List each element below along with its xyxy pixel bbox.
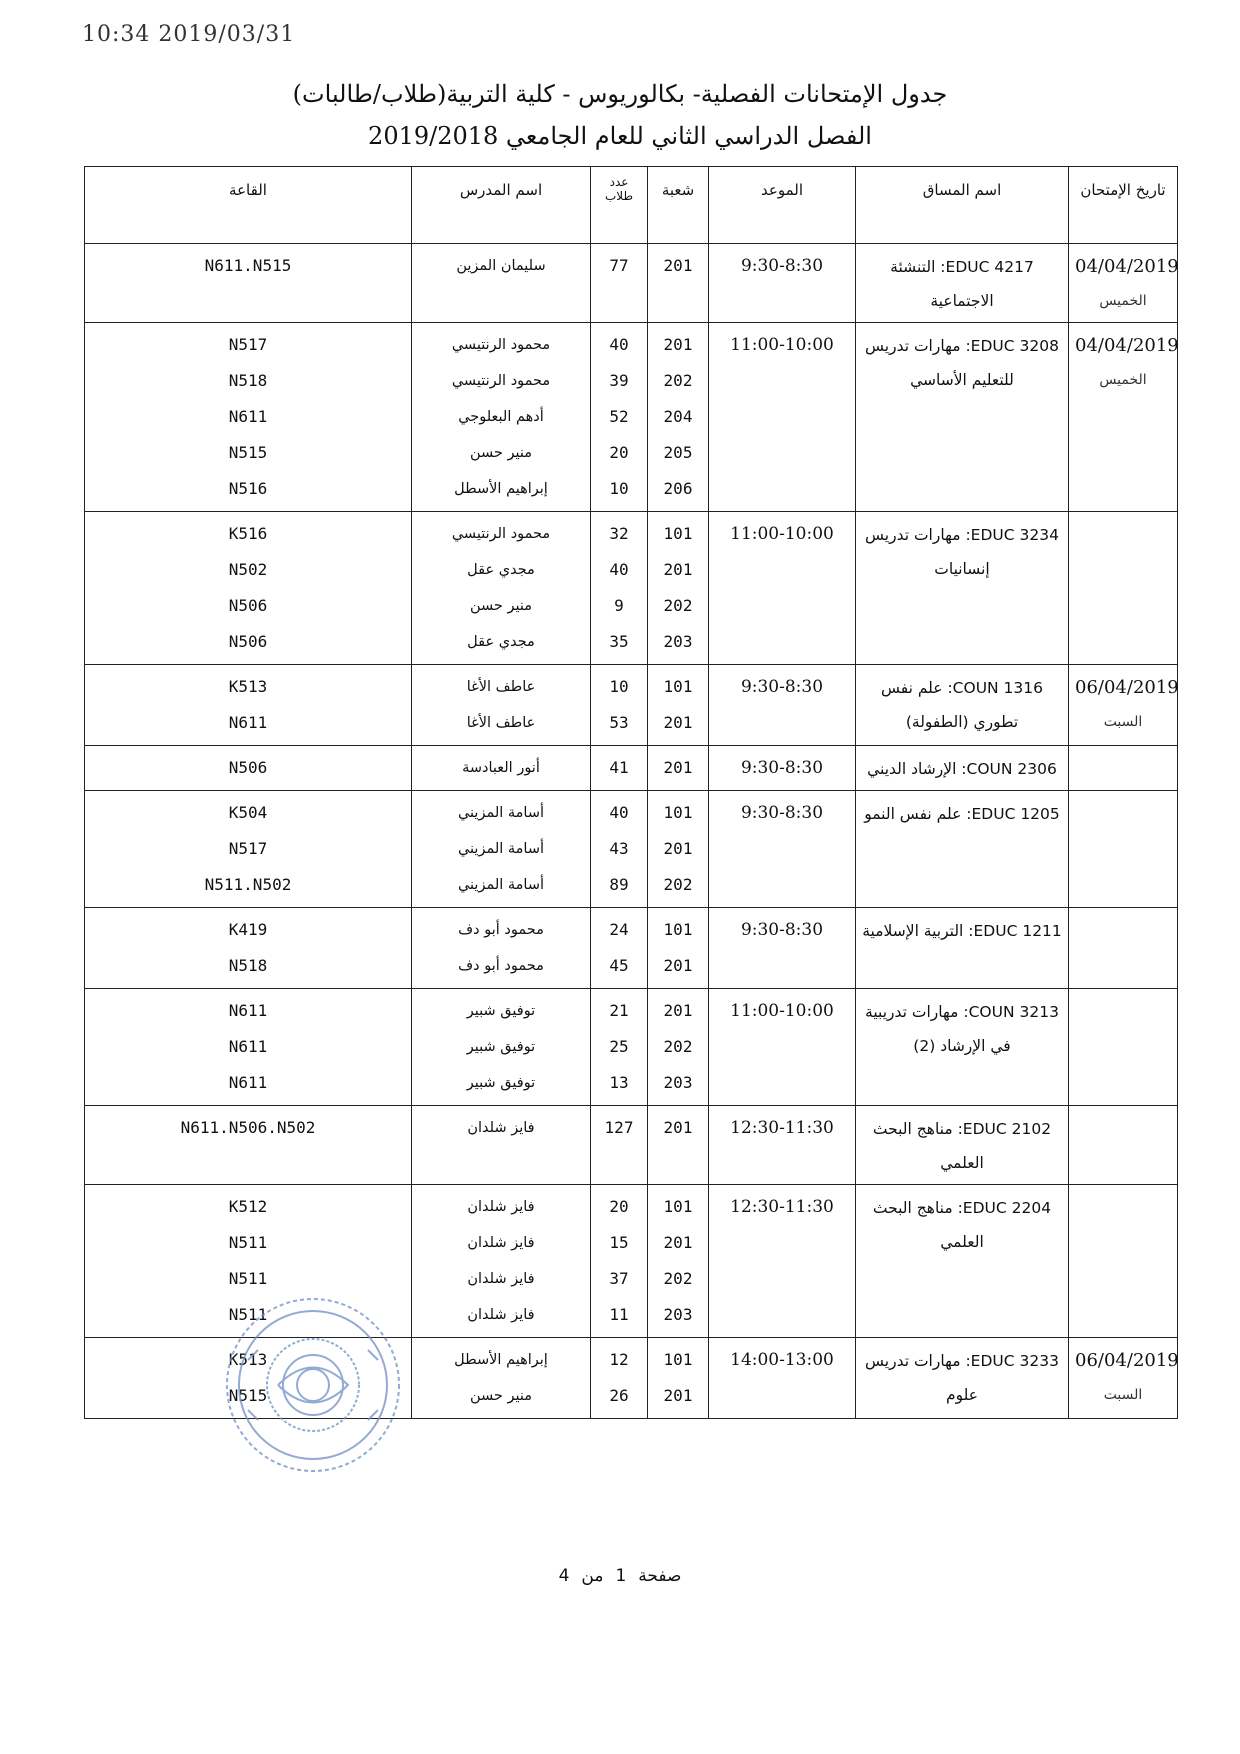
cell-exam-date (1069, 323, 1178, 512)
exam-schedule-table (84, 166, 1178, 1419)
teacher-name: إبراهيم الأسطل (454, 1352, 548, 1368)
course-name: EDUC 1211: التربية الإسلامية (862, 922, 1062, 940)
table-row (85, 791, 1178, 908)
teacher-name: محمود الرنتيسي (451, 373, 551, 389)
cell-teacher (412, 989, 591, 1106)
teacher-name: محمود الرنتيسي (451, 526, 551, 542)
cell-student-count (591, 1106, 648, 1185)
cell-exam-time (709, 1185, 856, 1338)
cell-teacher (412, 244, 591, 323)
document-subtitle: الفصل الدراسي الثاني للعام الجامعي 2019/2018 (368, 122, 872, 150)
table-row (85, 989, 1178, 1106)
teacher-name: أسامة المزيني (457, 877, 545, 893)
student-count: 13 (609, 1073, 629, 1092)
cell-exam-time (709, 791, 856, 908)
exam-time: 11:00-10:00 (730, 1001, 834, 1021)
room-code: N506 (228, 632, 268, 651)
student-count: 26 (609, 1386, 629, 1405)
cell-course-name (856, 323, 1069, 512)
cell-exam-time (709, 244, 856, 323)
cell-exam-time (709, 989, 856, 1106)
exam-time: 11:00-10:00 (730, 335, 834, 355)
cell-student-count (591, 665, 648, 746)
student-count: 25 (609, 1037, 629, 1056)
exam-day: الخميس (1099, 372, 1147, 388)
cell-section (648, 1185, 709, 1338)
cell-exam-date (1069, 908, 1178, 989)
student-count: 9 (614, 596, 624, 615)
print-timestamp: 10:34 2019/03/31 (82, 22, 296, 47)
exam-time: 12:30-11:30 (730, 1197, 834, 1217)
document-title: جدول الإمتحانات الفصلية- بكالوريوس - كلية التربية(طلاب/طالبات) (292, 80, 948, 108)
cell-exam-date (1069, 791, 1178, 908)
room-code: K513 (228, 677, 268, 696)
section-number: 201 (663, 713, 693, 732)
section-number: 202 (663, 1037, 693, 1056)
exam-time: 12:30-11:30 (730, 1118, 834, 1138)
teacher-name: سليمان المزين (456, 258, 546, 274)
teacher-name: فايز شلدان (467, 1307, 535, 1323)
cell-exam-date (1069, 1338, 1178, 1419)
cell-teacher (412, 746, 591, 791)
room-code: N611.N515 (204, 256, 292, 275)
exam-time: 9:30-8:30 (740, 677, 824, 697)
header-course: اسم المساق (856, 167, 1069, 244)
room-code: N611.N506.N502 (180, 1118, 316, 1137)
cell-room (85, 989, 412, 1106)
cell-student-count (591, 512, 648, 665)
teacher-name: مجدي عقل (467, 634, 535, 650)
room-code: N506 (228, 596, 268, 615)
teacher-name: منير حسن (469, 1388, 533, 1404)
teacher-name: توفيق شبير (466, 1003, 536, 1019)
room-code: K516 (228, 524, 268, 543)
student-count: 40 (609, 335, 629, 354)
cell-course-name (856, 665, 1069, 746)
student-count: 39 (609, 371, 629, 390)
student-count: 37 (609, 1269, 629, 1288)
course-name: EDUC 4217: التنشئة الاجتماعية (890, 258, 1034, 310)
cell-teacher (412, 512, 591, 665)
section-number: 202 (663, 1269, 693, 1288)
cell-room (85, 1106, 412, 1185)
section-number: 201 (663, 839, 693, 858)
student-count: 10 (609, 479, 629, 498)
exam-date: 06/04/2019 (1075, 1350, 1179, 1371)
room-code: N511.N502 (204, 875, 292, 894)
room-code: N511 (228, 1305, 268, 1324)
room-code: N516 (228, 479, 268, 498)
room-code: K419 (228, 920, 268, 939)
section-number: 201 (663, 560, 693, 579)
student-count: 11 (609, 1305, 629, 1324)
section-number: 206 (663, 479, 693, 498)
header-teacher: اسم المدرس (412, 167, 591, 244)
cell-exam-date (1069, 512, 1178, 665)
header-section: شعبة (648, 167, 709, 244)
cell-room (85, 746, 412, 791)
table-row (85, 908, 1178, 989)
university-seal (218, 1290, 408, 1480)
exam-time: 9:30-8:30 (740, 256, 824, 276)
cell-course-name (856, 791, 1069, 908)
cell-section (648, 512, 709, 665)
exam-day: الخميس (1099, 293, 1147, 309)
room-code: N611 (228, 713, 268, 732)
section-number: 202 (663, 875, 693, 894)
cell-student-count (591, 323, 648, 512)
cell-exam-date (1069, 665, 1178, 746)
page-footer (0, 1566, 1240, 1586)
cell-section (648, 908, 709, 989)
cell-exam-time (709, 1338, 856, 1419)
teacher-name: أنور العبادسة (462, 760, 540, 776)
cell-exam-time (709, 1106, 856, 1185)
room-code: N611 (228, 1037, 268, 1056)
table-row (85, 746, 1178, 791)
section-number: 203 (663, 1073, 693, 1092)
room-code: N511 (228, 1269, 268, 1288)
teacher-name: منير حسن (469, 598, 533, 614)
header-count: عدد طلاب (591, 167, 648, 244)
exam-time: 14:00-13:00 (730, 1350, 834, 1370)
table-row (85, 665, 1178, 746)
cell-course-name (856, 989, 1069, 1106)
room-code: N502 (228, 560, 268, 579)
course-name: EDUC 3233: مهارات تدريس علوم (865, 1352, 1059, 1404)
cell-section (648, 1338, 709, 1419)
section-number: 201 (663, 256, 693, 275)
student-count: 20 (609, 443, 629, 462)
cell-student-count (591, 244, 648, 323)
section-number: 201 (663, 1001, 693, 1020)
cell-teacher (412, 1338, 591, 1419)
student-count: 127 (604, 1118, 634, 1137)
cell-course-name (856, 1106, 1069, 1185)
cell-student-count (591, 1185, 648, 1338)
footer-page-num: 1 (615, 1566, 627, 1586)
section-number: 201 (663, 335, 693, 354)
cell-exam-time (709, 665, 856, 746)
cell-section (648, 1106, 709, 1185)
course-name: EDUC 1205: علم نفس النمو (864, 805, 1060, 823)
teacher-name: توفيق شبير (466, 1075, 536, 1091)
section-number: 201 (663, 1386, 693, 1405)
room-code: N515 (228, 443, 268, 462)
teacher-name: محمود أبو دف (458, 958, 544, 974)
header-time: الموعد (709, 167, 856, 244)
student-count: 21 (609, 1001, 629, 1020)
cell-student-count (591, 1338, 648, 1419)
cell-room (85, 791, 412, 908)
cell-exam-date (1069, 1106, 1178, 1185)
cell-exam-date (1069, 746, 1178, 791)
course-name: COUN 2306: الإرشاد الديني (867, 760, 1057, 778)
room-code: N611 (228, 1001, 268, 1020)
exam-date: 06/04/2019 (1075, 677, 1179, 698)
table-row (85, 244, 1178, 323)
section-number: 202 (663, 371, 693, 390)
cell-teacher (412, 908, 591, 989)
teacher-name: إبراهيم الأسطل (454, 481, 548, 497)
room-code: K504 (228, 803, 268, 822)
cell-student-count (591, 791, 648, 908)
student-count: 12 (609, 1350, 629, 1369)
table-row (85, 512, 1178, 665)
teacher-name: توفيق شبير (466, 1039, 536, 1055)
student-count: 89 (609, 875, 629, 894)
cell-exam-date (1069, 244, 1178, 323)
section-number: 101 (663, 524, 693, 543)
teacher-name: محمود الرنتيسي (451, 337, 551, 353)
student-count: 52 (609, 407, 629, 426)
teacher-name: عاطف الأغا (466, 715, 536, 731)
section-number: 201 (663, 1233, 693, 1252)
course-name: COUN 3213: مهارات تدريبية في الإرشاد (2) (865, 1003, 1059, 1055)
exam-day: السبت (1103, 1387, 1143, 1403)
student-count: 41 (609, 758, 629, 777)
cell-teacher (412, 1185, 591, 1338)
exam-date: 04/04/2019 (1075, 256, 1179, 277)
teacher-name: أسامة المزيني (457, 805, 545, 821)
student-count: 24 (609, 920, 629, 939)
course-name: COUN 1316: علم نفس تطوري (الطفولة) (880, 679, 1044, 731)
cell-section (648, 244, 709, 323)
section-number: 201 (663, 956, 693, 975)
course-name: EDUC 3234: مهارات تدريس إنسانيات (865, 526, 1059, 578)
exam-time: 9:30-8:30 (740, 758, 824, 778)
course-name: EDUC 2204: مناهج البحث العلمي (872, 1199, 1052, 1251)
student-count: 35 (609, 632, 629, 651)
footer-page-word: صفحة (638, 1566, 682, 1586)
cell-room (85, 908, 412, 989)
cell-exam-time (709, 908, 856, 989)
teacher-name: فايز شلدان (467, 1271, 535, 1287)
teacher-name: محمود أبو دف (458, 922, 544, 938)
room-code: N517 (228, 335, 268, 354)
section-number: 202 (663, 596, 693, 615)
header-date: تاريخ الإمتحان (1069, 167, 1178, 244)
header-room: القاعة (85, 167, 412, 244)
cell-teacher (412, 323, 591, 512)
section-number: 205 (663, 443, 693, 462)
room-code: K512 (228, 1197, 268, 1216)
cell-section (648, 746, 709, 791)
student-count: 77 (609, 256, 629, 275)
course-name: EDUC 2102: مناهج البحث العلمي (872, 1120, 1052, 1172)
cell-student-count (591, 908, 648, 989)
room-code: N518 (228, 956, 268, 975)
cell-course-name (856, 244, 1069, 323)
cell-room (85, 323, 412, 512)
cell-teacher (412, 1106, 591, 1185)
room-code: N517 (228, 839, 268, 858)
cell-teacher (412, 791, 591, 908)
cell-exam-time (709, 746, 856, 791)
section-number: 101 (663, 920, 693, 939)
exam-time: 9:30-8:30 (740, 803, 824, 823)
section-number: 101 (663, 677, 693, 696)
table-row (85, 1106, 1178, 1185)
student-count: 40 (609, 803, 629, 822)
section-number: 204 (663, 407, 693, 426)
cell-room (85, 244, 412, 323)
section-number: 101 (663, 803, 693, 822)
cell-exam-time (709, 512, 856, 665)
cell-teacher (412, 665, 591, 746)
section-number: 101 (663, 1197, 693, 1216)
teacher-name: أدهم البعلوجي (458, 409, 544, 425)
student-count: 20 (609, 1197, 629, 1216)
cell-room (85, 512, 412, 665)
room-code: N506 (228, 758, 268, 777)
section-number: 101 (663, 1350, 693, 1369)
footer-of-word: من (581, 1566, 604, 1586)
cell-student-count (591, 989, 648, 1106)
cell-section (648, 665, 709, 746)
exam-day: السبت (1103, 714, 1143, 730)
student-count: 10 (609, 677, 629, 696)
cell-exam-date (1069, 989, 1178, 1106)
section-number: 201 (663, 1118, 693, 1137)
cell-exam-date (1069, 1185, 1178, 1338)
exam-date: 04/04/2019 (1075, 335, 1179, 356)
teacher-name: فايز شلدان (467, 1120, 535, 1136)
room-code: N518 (228, 371, 268, 390)
student-count: 40 (609, 560, 629, 579)
room-code: N515 (228, 1386, 268, 1405)
teacher-name: عاطف الأغا (466, 679, 536, 695)
table-row (85, 323, 1178, 512)
student-count: 15 (609, 1233, 629, 1252)
cell-room (85, 665, 412, 746)
room-code: K513 (228, 1350, 268, 1369)
teacher-name: فايز شلدان (467, 1235, 535, 1251)
room-code: N511 (228, 1233, 268, 1252)
teacher-name: فايز شلدان (467, 1199, 535, 1215)
cell-section (648, 323, 709, 512)
cell-student-count (591, 746, 648, 791)
table-body (85, 244, 1178, 1419)
cell-section (648, 791, 709, 908)
cell-section (648, 989, 709, 1106)
cell-course-name (856, 1338, 1069, 1419)
room-code: N611 (228, 1073, 268, 1092)
cell-exam-time (709, 323, 856, 512)
cell-course-name (856, 512, 1069, 665)
section-number: 201 (663, 758, 693, 777)
student-count: 53 (609, 713, 629, 732)
cell-course-name (856, 908, 1069, 989)
footer-total: 4 (558, 1566, 570, 1586)
teacher-name: أسامة المزيني (457, 841, 545, 857)
cell-course-name (856, 746, 1069, 791)
course-name: EDUC 3208: مهارات تدريس للتعليم الأساسي (865, 337, 1059, 389)
exam-time: 11:00-10:00 (730, 524, 834, 544)
exam-time: 9:30-8:30 (740, 920, 824, 940)
table-header-row (85, 167, 1178, 244)
cell-course-name (856, 1185, 1069, 1338)
room-code: N611 (228, 407, 268, 426)
teacher-name: مجدي عقل (467, 562, 535, 578)
student-count: 43 (609, 839, 629, 858)
student-count: 45 (609, 956, 629, 975)
section-number: 203 (663, 1305, 693, 1324)
teacher-name: منير حسن (469, 445, 533, 461)
student-count: 32 (609, 524, 629, 543)
section-number: 203 (663, 632, 693, 651)
